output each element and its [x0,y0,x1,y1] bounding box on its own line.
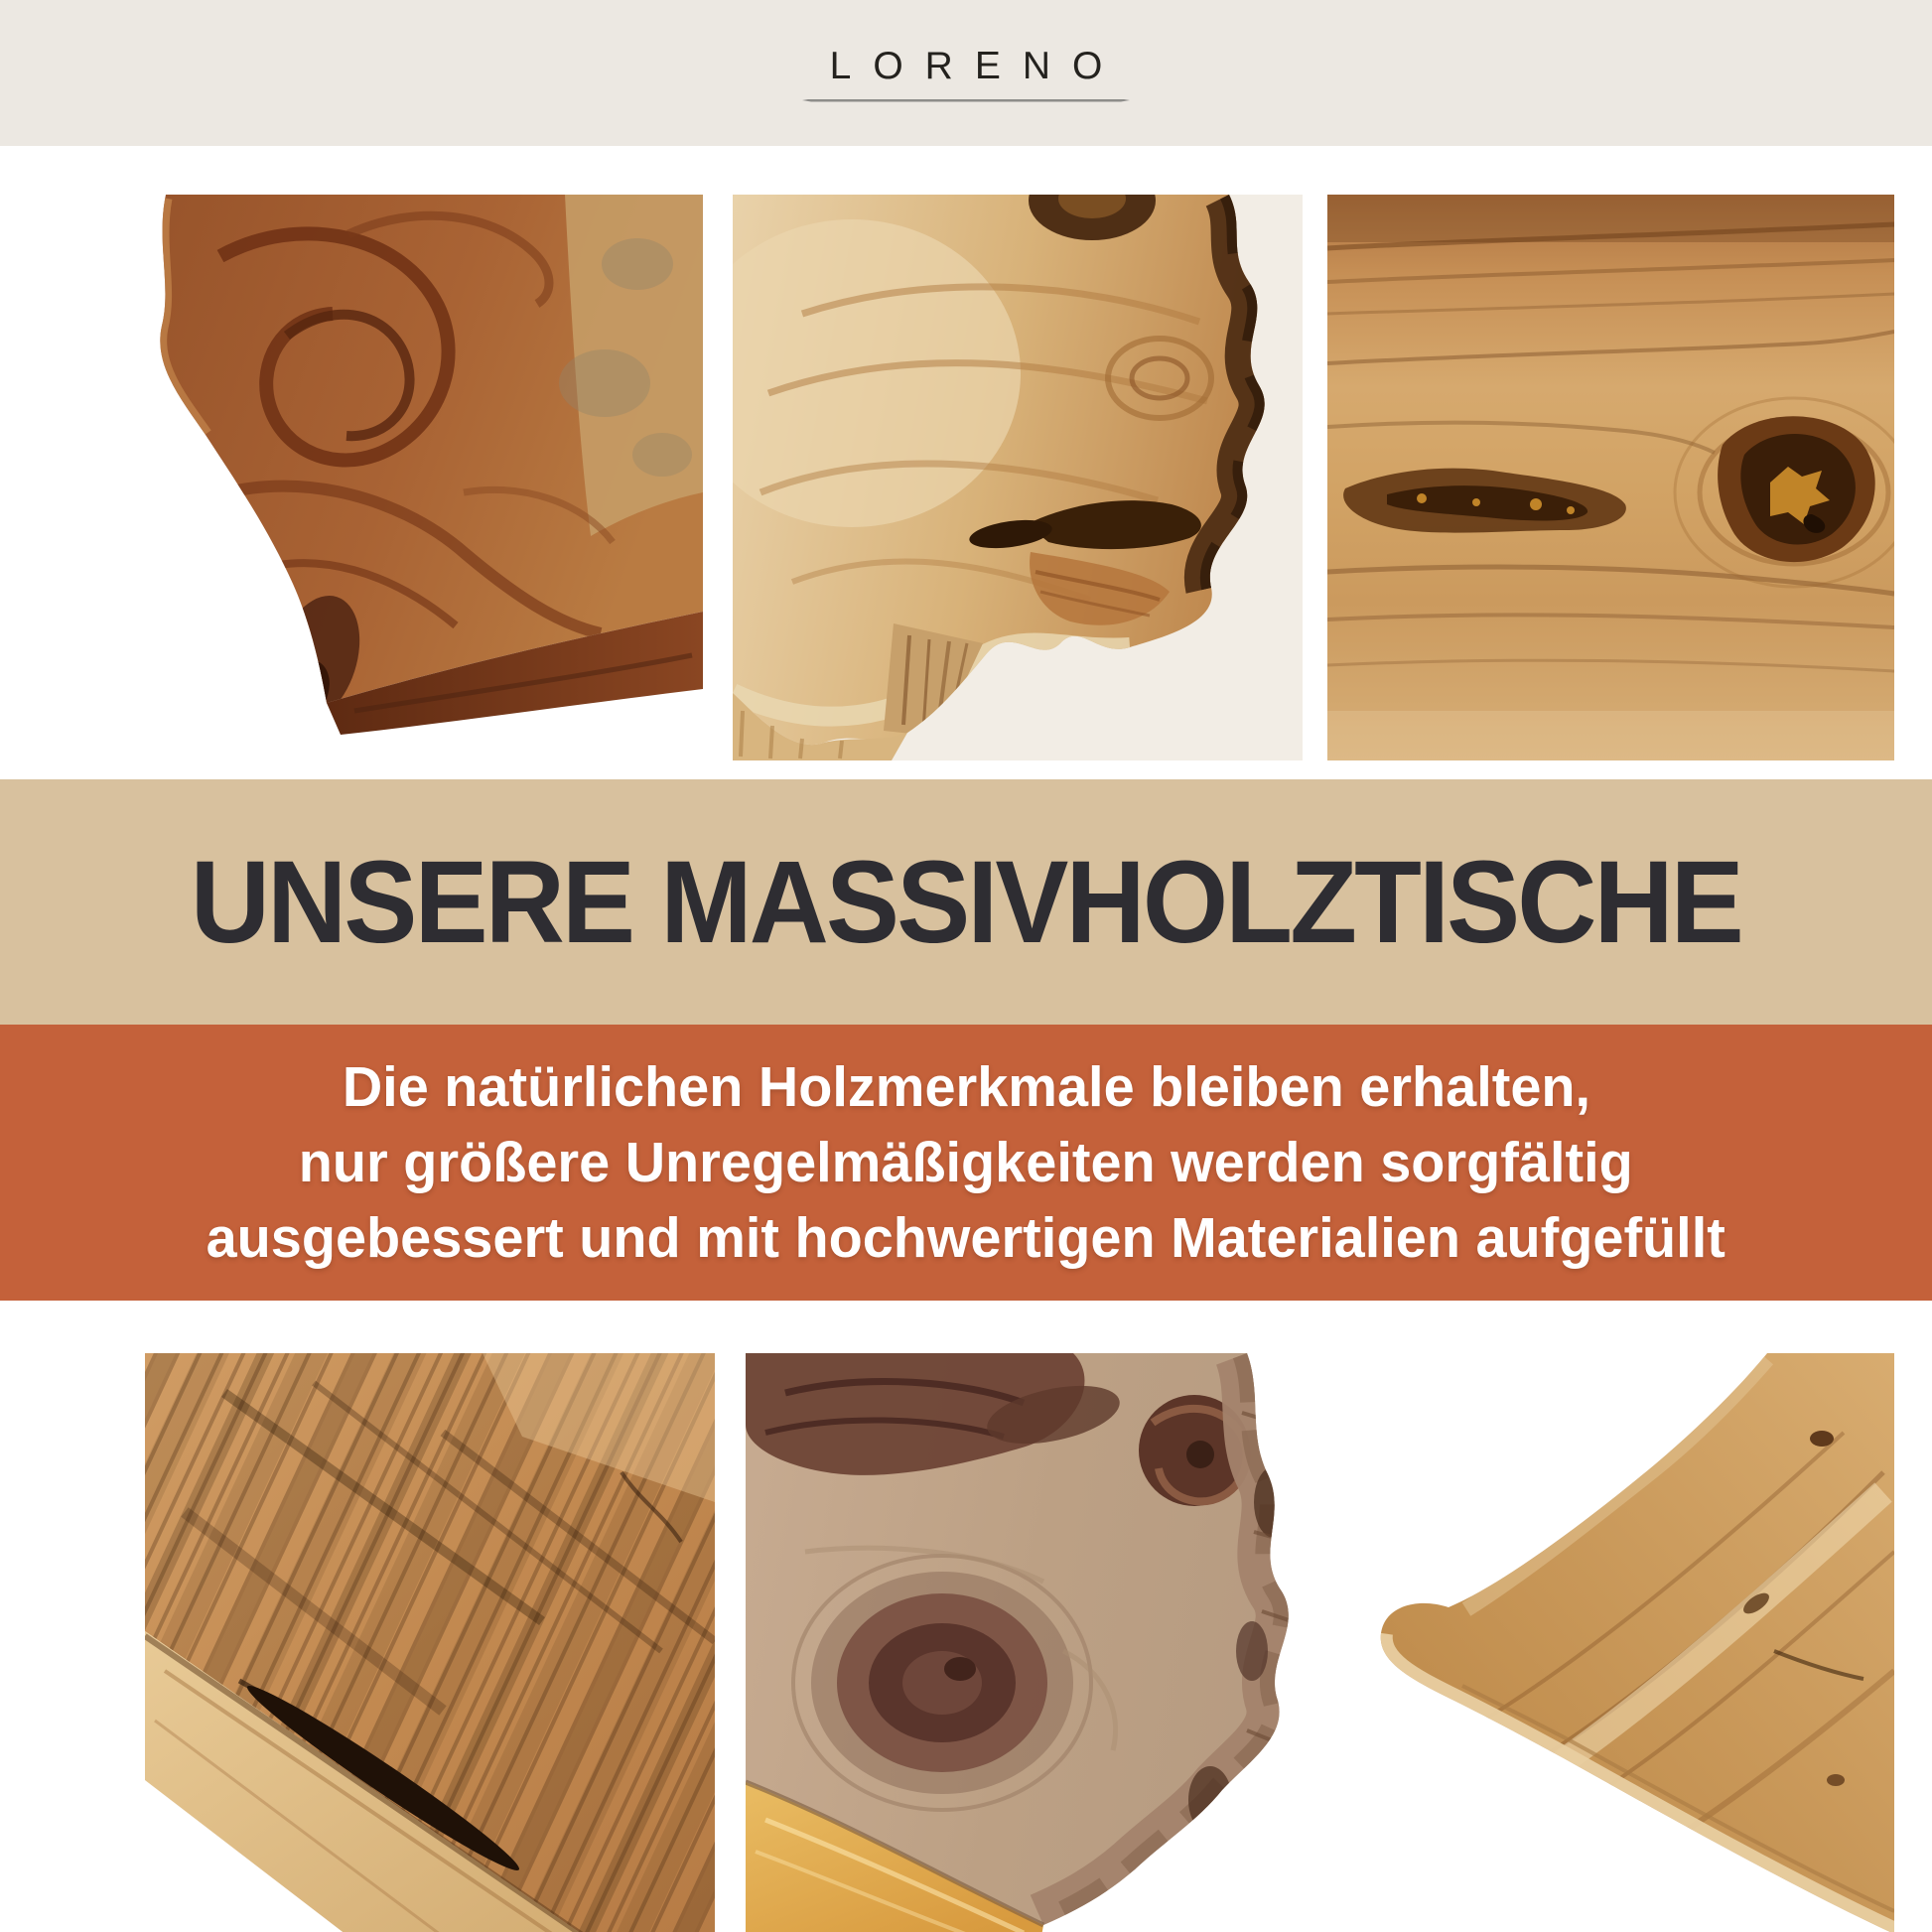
wood-grain-illustration [1327,195,1894,760]
wood-photo-bottom-left [145,1353,715,1932]
wood-corner-illustration [136,195,703,760]
wood-live-edge-illustration [733,195,1303,760]
description-line-1: Die natürlichen Holzmerkmale bleiben erhalten, [342,1055,1590,1119]
brand-logo: LORENO [829,44,1125,87]
wood-two-tone-illustration [746,1353,1315,1932]
wood-slab-illustration [1327,1353,1894,1932]
description-line-3: ausgebessert und mit hochwertigen Materialien aufgefüllt [206,1206,1726,1270]
wood-photo-top-right [1327,195,1894,760]
description-band [0,1025,1932,1301]
page-title: UNSERE MASSIVHOLZTISCHE [190,836,1742,968]
brand-underline [802,99,1130,102]
header-band [0,0,1932,146]
headline-band [0,779,1932,1025]
wood-sawn-illustration [145,1353,715,1932]
description-line-2: nur größere Unregelmäßigkeiten werden sorgfältig [298,1131,1634,1194]
wood-photo-bottom-right [1327,1353,1894,1932]
wood-photo-top-left [136,195,703,760]
wood-photo-bottom-middle [746,1353,1315,1932]
wood-photo-top-middle [733,195,1303,760]
